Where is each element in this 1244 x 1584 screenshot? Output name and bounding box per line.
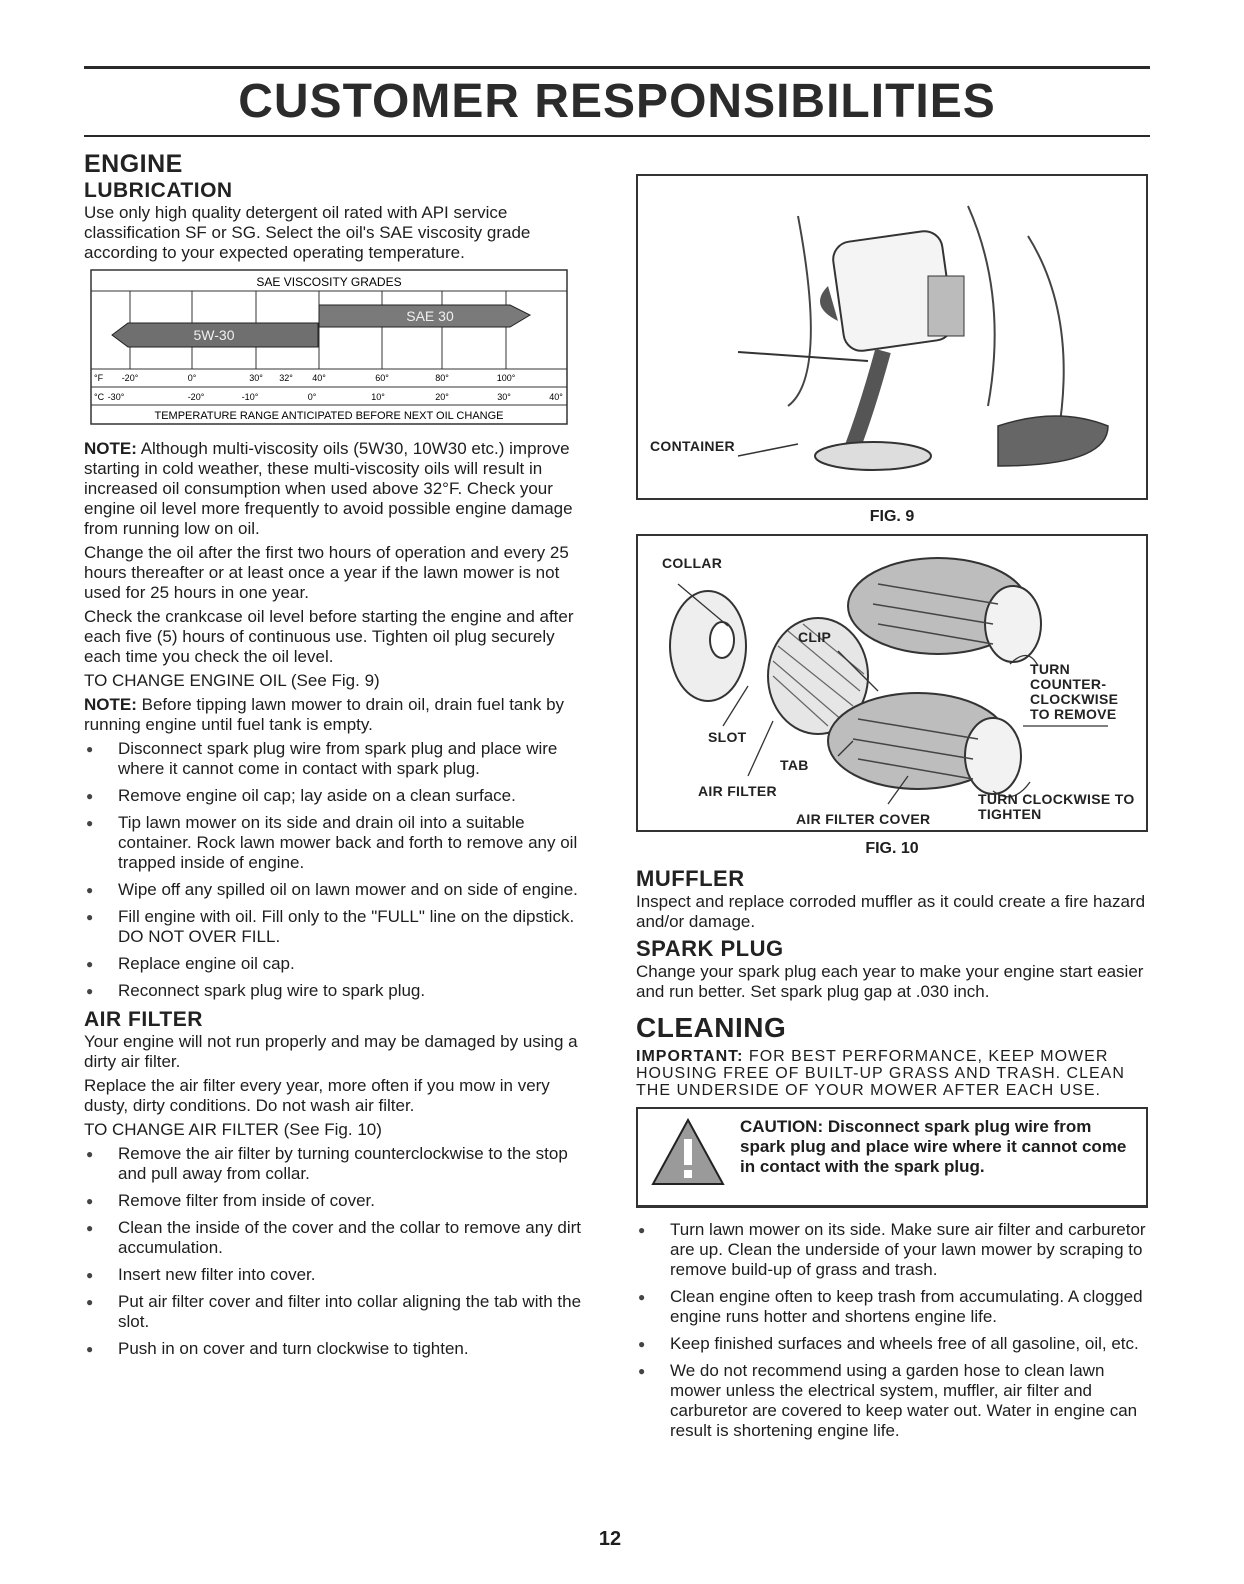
change-air-filter-heading: TO CHANGE AIR FILTER (See Fig. 10) — [84, 1120, 382, 1139]
f-tick: -20° — [121, 373, 139, 383]
list-item: ● Wipe off any spilled oil on lawn mower and on side of engine. — [86, 880, 578, 899]
label-slot: SLOT — [708, 729, 747, 745]
c-tick: 0° — [307, 392, 317, 402]
label-container: CONTAINER — [650, 438, 735, 454]
f-tick: 30° — [249, 373, 263, 383]
note-drain-fuel — [84, 695, 590, 735]
air-filter-steps — [84, 1144, 590, 1359]
note2-text: Before tipping lawn mower to drain oil, drain fuel tank by running engine until fuel tank is empty. — [84, 695, 565, 734]
fig10-caption: FIG. 10 — [865, 840, 919, 857]
caution-text: CAUTION: Disconnect spark plug wire from spark plug and place wire where it cannot come in contact with the spark plug. — [740, 1117, 1127, 1176]
sae-viscosity-chart — [90, 269, 568, 425]
chart-title: SAE VISCOSITY GRADES — [256, 275, 402, 289]
muffler-text: Inspect and replace corroded muffler as it could create a fire hazard and/or damage. — [636, 892, 1146, 931]
f-tick: 80° — [435, 373, 449, 383]
muffler-heading: MUFFLER — [636, 866, 745, 891]
list-item: ● Push in on cover and turn clockwise to tighten. — [86, 1339, 469, 1358]
air-filter-heading: AIR FILTER — [84, 1008, 203, 1031]
right-column — [636, 150, 1148, 1448]
label-turn-cw: TURN CLOCKWISE TO TIGHTEN — [978, 791, 1135, 822]
list-item: ● We do not recommend using a garden hose to clean lawn mower unless the electrical system, muffler, air filter and carburetor are covered to keep water out. Water in engine can result is shortening engine life. — [638, 1361, 1138, 1440]
c-tick: -10° — [241, 392, 259, 402]
important-note — [636, 1048, 1148, 1099]
label-air-filter: AIR FILTER — [698, 783, 777, 799]
c-tick: 40° — [549, 392, 563, 402]
c-tick: -30° — [107, 392, 125, 402]
bar-sae30-label: SAE 30 — [406, 308, 454, 324]
note-multi-viscosity — [84, 439, 590, 539]
caution-box — [636, 1107, 1148, 1208]
list-item: ● Remove the air filter by turning counterclockwise to the stop and pull away from collar. — [86, 1144, 568, 1183]
spark-plug-heading: SPARK PLUG — [636, 936, 784, 961]
important-text: FOR BEST PERFORMANCE, KEEP MOWER HOUSING FREE OF BUILT-UP GRASS AND TRASH. CLEAN THE UNDERSIDE OF YOUR MOWER AFTER EACH USE. — [636, 1048, 1125, 1099]
label-collar: COLLAR — [662, 555, 723, 571]
label-air-filter-cover: AIR FILTER COVER — [796, 811, 931, 827]
page-number: 12 — [598, 1528, 622, 1550]
para-change-oil: Change the oil after the first two hours of operation and every 25 hours thereafter or at least once a year if the lawn mower is not used for 25 hours in one year. — [84, 543, 569, 602]
important-label: IMPORTANT: — [636, 1048, 744, 1065]
lubrication-heading: LUBRICATION — [84, 179, 233, 202]
c-tick: 10° — [371, 392, 385, 402]
list-item: ● Fill engine with oil. Fill only to the "FULL" line on the dipstick. DO NOT OVER FILL. — [86, 907, 575, 946]
chart-caption: TEMPERATURE RANGE ANTICIPATED BEFORE NEXT OIL CHANGE — [154, 410, 504, 422]
f-tick: 60° — [375, 373, 389, 383]
c-tick: 30° — [497, 392, 511, 402]
note-text: Although multi-viscosity oils (5W30, 10W30 etc.) improve starting in cold weather, these multi-viscosity oils will result in increased oil consumption when used above 32°F. Check your engine oil level more frequently to avoid possible engine damage from running low on oil. — [84, 439, 573, 538]
warning-icon — [650, 1117, 726, 1187]
fig9-illustration — [636, 174, 1148, 500]
fig9-caption: FIG. 9 — [869, 508, 915, 525]
list-item: ● Turn lawn mower on its side. Make sure air filter and carburetor are up. Clean the underside of your lawn mower by scraping to remove build-up of grass and trash. — [638, 1220, 1146, 1279]
c-tick: -20° — [187, 392, 205, 402]
list-item: ● Remove filter from inside of cover. — [86, 1191, 375, 1210]
c-tick: 20° — [435, 392, 449, 402]
left-column — [84, 150, 590, 1366]
change-oil-heading: TO CHANGE ENGINE OIL (See Fig. 9) — [84, 671, 380, 690]
f-tick: 40° — [312, 373, 326, 383]
engine-heading: ENGINE — [84, 150, 183, 178]
list-item: ● Tip lawn mower on its side and drain oil into a suitable container. Rock lawn mower back and forth to remove any oil trapped inside of engine. — [86, 813, 578, 872]
lubrication-intro: Use only high quality detergent oil rated with API service classification SF or SG. Select the oil's SAE viscosity grade according to your expected operating temperature. — [84, 203, 531, 262]
cleaning-heading: CLEANING — [636, 1012, 787, 1043]
list-item: ● Reconnect spark plug wire to spark plug. — [86, 981, 426, 1000]
page-title: CUSTOMER RESPONSIBILITIES — [238, 75, 996, 128]
oil-change-steps — [84, 739, 590, 1001]
list-item: ● Remove engine oil cap; lay aside on a clean surface. — [86, 786, 516, 805]
note-label: NOTE: — [84, 439, 137, 458]
cleaning-steps — [636, 1220, 1148, 1441]
f-unit: °F — [94, 373, 104, 383]
title-underline — [84, 135, 1150, 137]
top-rule — [84, 66, 1150, 69]
spark-plug-text: Change your spark plug each year to make your engine start easier and run better. Set spark plug gap at .030 inch. — [636, 962, 1144, 1001]
para-check-oil: Check the crankcase oil level before starting the engine and after each five (5) hours of continuous use. Tighten oil plug securely each time you check the oil level. — [84, 607, 574, 666]
f-tick: 100° — [496, 373, 516, 383]
list-item: ● Disconnect spark plug wire from spark plug and place wire where it cannot come in contact with spark plug. — [86, 739, 558, 778]
f-tick: 0° — [187, 373, 197, 383]
list-item: ● Clean engine often to keep trash from accumulating. A clogged engine runs hotter and shortens engine life. — [638, 1287, 1143, 1326]
c-unit: °C — [94, 392, 105, 402]
list-item: ● Keep finished surfaces and wheels free of all gasoline, oil, etc. — [638, 1334, 1139, 1353]
note2-label: NOTE: — [84, 695, 137, 714]
label-tab: TAB — [780, 757, 809, 773]
bar-5w30-label: 5W-30 — [193, 327, 235, 343]
air-filter-para1: Your engine will not run properly and may be damaged by using a dirty air filter. — [84, 1032, 578, 1071]
list-item: ● Clean the inside of the cover and the collar to remove any dirt accumulation. — [86, 1218, 582, 1257]
label-clip: CLIP — [798, 629, 832, 645]
label-turn-ccw: TURN COUNTER- CLOCKWISE TO REMOVE — [1030, 661, 1119, 722]
air-filter-para2: Replace the air filter every year, more often if you mow in very dusty, dirty conditions. Do not wash air filter. — [84, 1076, 550, 1115]
list-item: ● Replace engine oil cap. — [86, 954, 295, 973]
fig10-illustration — [636, 534, 1148, 832]
list-item: ● Put air filter cover and filter into collar aligning the tab with the slot. — [86, 1292, 582, 1331]
f-tick: 32° — [279, 373, 293, 383]
list-item: ● Insert new filter into cover. — [86, 1265, 316, 1284]
